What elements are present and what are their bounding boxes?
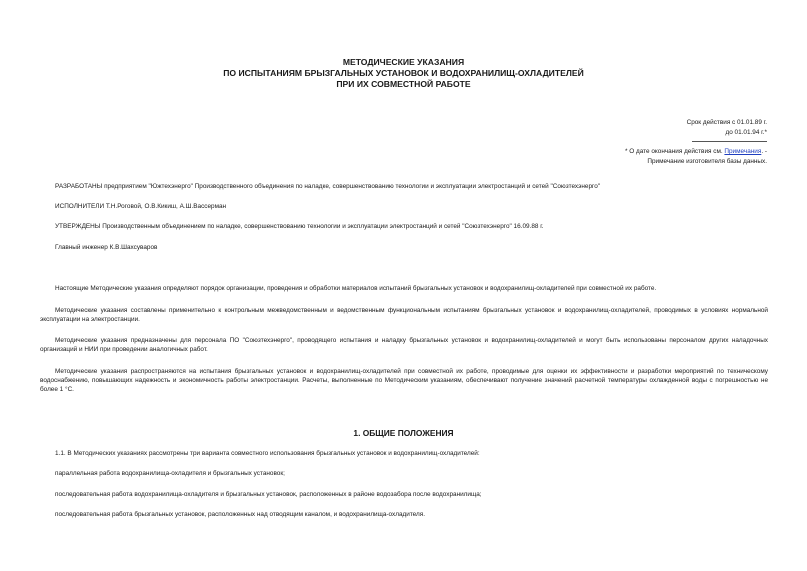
performers-line <box>55 202 768 211</box>
notes-link[interactable]: Примечания <box>724 148 762 155</box>
validity-note-suffix: . - <box>761 148 767 155</box>
developed-text: предприятием "Южтехэнерго" Производственного объединения по наладке, совершенствованию технологии и эксплуатации электростанций и сетей "Союзтехэнерго" <box>104 183 601 190</box>
approved-label: УТВЕРЖДЕНЫ <box>55 223 101 230</box>
approved-text: Производственным объединением по наладке, совершенствованию технологии и эксплуатации электростанций и сетей "Союзтехэнерго" 16.09.88 г. <box>102 223 544 230</box>
developed-line <box>55 182 768 191</box>
variant-1: параллельная работа водохранилища-охладителя и брызгальных установок; <box>55 470 285 477</box>
developed-label: РАЗРАБОТАНЫ <box>55 183 103 190</box>
performers-text: Т.Н.Роговой, О.В.Кикиш, А.Ш.Вассерман <box>105 203 227 210</box>
variant-3: последовательная работа брызгальных установок, расположенных над отводящим каналом, и водохранилища-охладителя. <box>55 511 425 518</box>
intro-paragraph-3: Методические указания предназначены для персонала ПО "Союзтехэнерго", проводящего испытания и наладку брызгальных установок и водохранилищ-охладителей и могут быть использованы персоналом других наладочных организаций и НИИ при проведении аналогичных работ. <box>40 337 768 353</box>
validity-divider <box>692 141 767 142</box>
title-line-1: МЕТОДИЧЕСКИЕ УКАЗАНИЯ <box>342 57 465 67</box>
document-title <box>0 57 807 90</box>
title-line-2: ПО ИСПЫТАНИЯМ БРЫЗГАЛЬНЫХ УСТАНОВОК И ВОДОХРАНИЛИЩ-ОХЛАДИТЕЛЕЙ <box>223 68 584 78</box>
validity-note <box>625 147 767 157</box>
title-line-3: ПРИ ИХ СОВМЕСТНОЙ РАБОТЕ <box>336 79 471 89</box>
section-paragraph-1-1: 1.1. В Методических указаниях рассмотрены три варианта совместного использования брызгальных установок и водохранилищ-охладителей: <box>55 450 480 457</box>
validity-from: Срок действия с 01.01.89 г. <box>686 119 767 126</box>
chief-engineer: Главный инженер К.В.Шахсуваров <box>55 244 158 251</box>
intro-paragraph-2: Методические указания составлены применительно к контрольным межведомственным и ведомственным функциональным испытаниям брызгальных установок и водохранилищ-охладителей, проводимых в условиях нормальной эксплуатации на электростанции. <box>40 307 768 323</box>
intro-paragraph-1: Настоящие Методические указания определяют порядок организации, проведения и обработки материалов испытаний брызгальных установок и водохранилищ-охладителей при совместной их работе. <box>55 285 657 292</box>
variant-2: последовательная работа водохранилища-охладителя и брызгальных установок, расположенных в районе водозабора после водохранилища; <box>55 491 482 498</box>
section-heading: 1. ОБЩИЕ ПОЛОЖЕНИЯ <box>353 428 454 438</box>
approved-line <box>55 222 768 231</box>
validity-to: до 01.01.94 г.* <box>725 128 767 136</box>
intro-paragraph-4: Методические указания распространяются на испытания брызгальных установок и водохранилищ-охладителей при совместной их работе, проводимые для оценки их эффективности и разработки мероприятий по техническому водоснабжению, повышающих надежность и экономичность работы электростанции. Расчеты, выполненные по Методическим указаниям, обеспечивают получение значений расчетной температуры охлажденной воды с погрешностью не более 1 °С. <box>40 368 768 393</box>
validity-note-prefix: * О дате окончания действия см. <box>625 148 723 155</box>
performers-label: ИСПОЛНИТЕЛИ <box>55 203 105 210</box>
validity-note-source: Примечание изготовителя базы данных. <box>647 157 767 165</box>
validity-block <box>625 118 767 166</box>
